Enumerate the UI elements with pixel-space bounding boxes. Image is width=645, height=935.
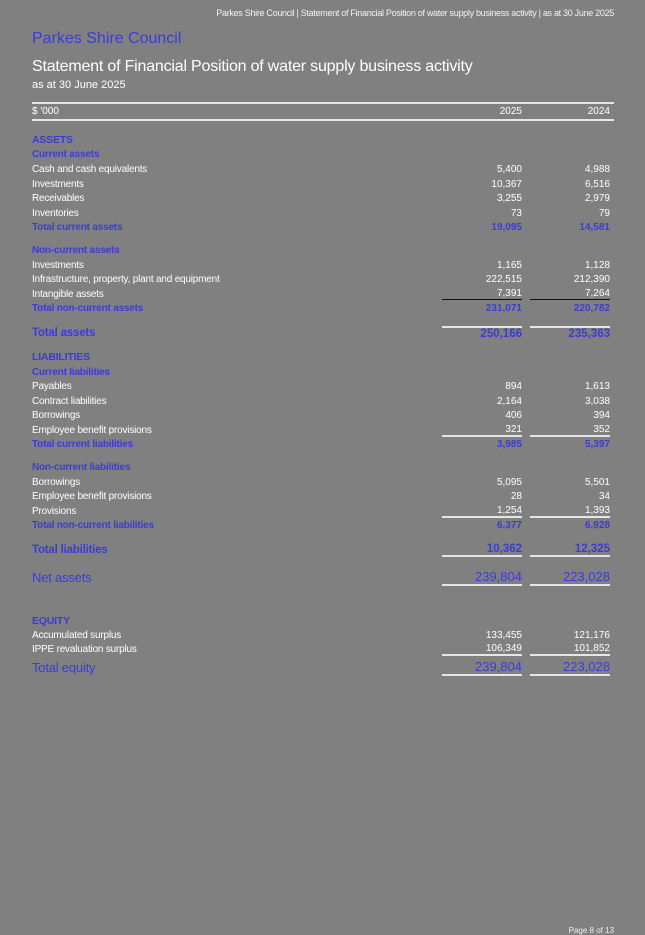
running-header: Parkes Shire Council | Statement of Financial Position of water supply business activity | as at 30 June 2025 <box>216 8 614 18</box>
table-row: Borrowings 406 394 <box>32 410 610 422</box>
subheading-noncurrent-liabilities: Non-current liabilities <box>32 462 131 474</box>
page-subtitle: as at 30 June 2025 <box>32 79 126 91</box>
table-row: Borrowings 5,095 5,501 <box>32 476 610 488</box>
units-label: $ '000 <box>32 106 59 117</box>
table-header <box>32 102 614 121</box>
table-row: Provisions 1,254 1,393 <box>32 504 610 517</box>
section-heading-liabilities: LIABILITIES <box>32 351 90 364</box>
total-row-current-assets: Total current assets 19,095 14,581 <box>32 222 610 234</box>
table-row: Cash and cash equivalents 5,400 4,988 <box>32 163 610 175</box>
financial-position-table <box>32 102 614 677</box>
net-assets-row: Net assets 239,804 223,028 <box>32 568 610 585</box>
column-2024: 2024 <box>587 106 610 117</box>
total-row-liabilities: Total liabilities 10,362 12,325 <box>32 543 610 557</box>
total-row-assets: Total assets 250,166 235,363 <box>32 327 610 341</box>
table-row: Inventories 73 79 <box>32 207 610 219</box>
table-row: Employee benefit provisions 28 34 <box>32 491 610 503</box>
section-heading-equity: EQUITY <box>32 614 70 627</box>
page-number: Page 8 of 13 <box>568 926 614 935</box>
council-name: Parkes Shire Council <box>32 30 182 47</box>
table-row: Investments 1,165 1,128 <box>32 259 610 271</box>
table-row: Intangible assets 7,391 7,264 <box>32 288 610 300</box>
total-row-noncurrent-liabilities: Total non-current liabilities 6,377 6,928 <box>32 520 610 532</box>
table-row: Payables 894 1,613 <box>32 381 610 393</box>
subheading-noncurrent-assets: Non-current assets <box>32 244 120 256</box>
table-row: Employee benefit provisions 321 352 <box>32 423 610 436</box>
table-row: IPPE revaluation surplus 106,349 101,852 <box>32 643 610 656</box>
table-row: Investments 10,367 6,516 <box>32 178 610 190</box>
table-row: Accumulated surplus 133,455 121,176 <box>32 629 610 641</box>
page-title: Statement of Financial Position of water supply business activity <box>32 58 473 75</box>
column-2025: 2025 <box>499 106 522 117</box>
section-heading-assets: ASSETS <box>32 134 73 147</box>
subheading-current-liabilities: Current liabilities <box>32 366 110 378</box>
total-row-noncurrent-assets: Total non-current assets 231,071 220,782 <box>32 303 610 315</box>
total-row-equity: Total equity 239,804 223,028 <box>32 658 610 675</box>
table-row: Contract liabilities 2,164 3,038 <box>32 395 610 407</box>
total-row-current-liabilities: Total current liabilities 3,985 5,397 <box>32 439 610 451</box>
table-row: Infrastructure, property, plant and equipment 222,515 212,390 <box>32 274 610 286</box>
subheading-current-assets: Current assets <box>32 149 100 161</box>
table-row: Receivables 3,255 2,979 <box>32 193 610 205</box>
